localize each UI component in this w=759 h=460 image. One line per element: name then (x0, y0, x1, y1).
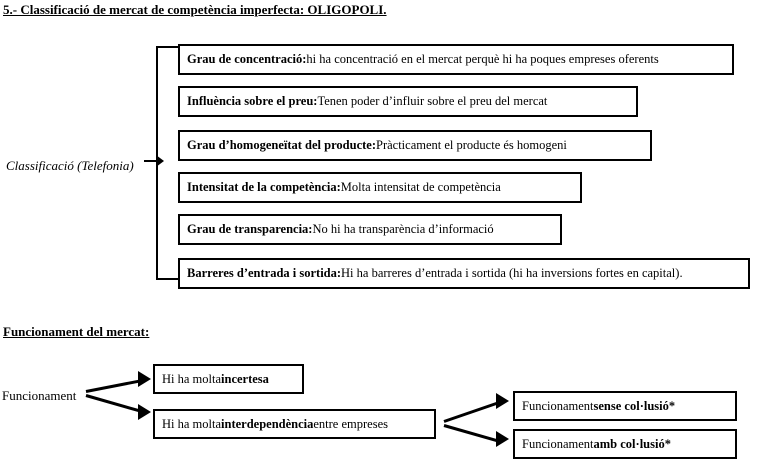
box-text: Pràcticament el producte és homogeni (376, 138, 567, 153)
box-sense-collusio (513, 391, 737, 421)
box-text: Tenen poder d’influir sobre el preu del mercat (317, 94, 548, 109)
box-grau-de-concentracio (178, 44, 734, 75)
box-label: Grau de concentració: (187, 52, 307, 67)
box-text-pre: Funcionament (522, 436, 594, 451)
box-text-bold: incertesa (221, 371, 269, 386)
box-text-post: entre empreses (313, 416, 388, 431)
bracket-stub-top (156, 46, 178, 48)
box-barreres-entrada-sortida (178, 258, 750, 289)
box-grau-transparencia (178, 214, 562, 245)
classification-side-label: Classificació (Telefonia) (6, 158, 134, 173)
arrowhead-icon (138, 371, 151, 387)
box-label: Influència sobre el preu: (187, 94, 318, 109)
arrowhead-icon (138, 404, 151, 420)
arrowhead-icon (496, 393, 509, 409)
box-intensitat-competencia (178, 172, 582, 203)
box-interdependencia (153, 409, 436, 439)
bracket-arrowhead-icon (156, 155, 164, 167)
box-grau-homogeneitat-producte (178, 130, 652, 161)
arrow-funcionament-to-incertesa (86, 379, 142, 393)
box-text: No hi ha transparència d’informació (312, 222, 494, 237)
funcionament-side-label: Funcionament (2, 388, 77, 403)
box-amb-collusio (513, 429, 737, 459)
arrow-to-amb-collusio (444, 424, 501, 443)
arrowhead-icon (496, 431, 509, 447)
box-text-pre: Funcionament (522, 398, 594, 413)
box-text-bold: sense col·lusió* (593, 398, 676, 413)
arrow-funcionament-to-interdependencia (86, 394, 143, 413)
arrow-to-sense-collusio (444, 401, 500, 423)
box-text-pre: Hi ha molta (162, 416, 222, 431)
box-text-bold: amb col·lusió* (593, 436, 671, 451)
box-text: Hi ha barreres d’entrada i sortida (hi ha inversions fortes en capital). (341, 266, 683, 281)
section-title-oligopoli: 5.- Classificació de mercat de competència imperfecta: OLIGOPOLI. (3, 2, 387, 17)
box-text: hi ha concentració en el mercat perquè hi ha poques empreses oferents (306, 52, 659, 67)
box-incertesa (153, 364, 304, 394)
box-text: Molta intensitat de competència (340, 180, 501, 195)
box-label: Intensitat de la competència: (187, 180, 341, 195)
bracket-stub-bottom (156, 278, 178, 280)
box-text-pre: Hi ha molta (162, 371, 222, 386)
box-influencia-sobre-el-preu (178, 86, 638, 117)
box-text-bold: interdependència (221, 416, 314, 431)
box-label: Barreres d’entrada i sortida: (187, 266, 342, 281)
box-label: Grau d’homogeneïtat del producte: (187, 138, 376, 153)
box-label: Grau de transparencia: (187, 222, 313, 237)
section-title-funcionament: Funcionament del mercat: (3, 324, 150, 339)
